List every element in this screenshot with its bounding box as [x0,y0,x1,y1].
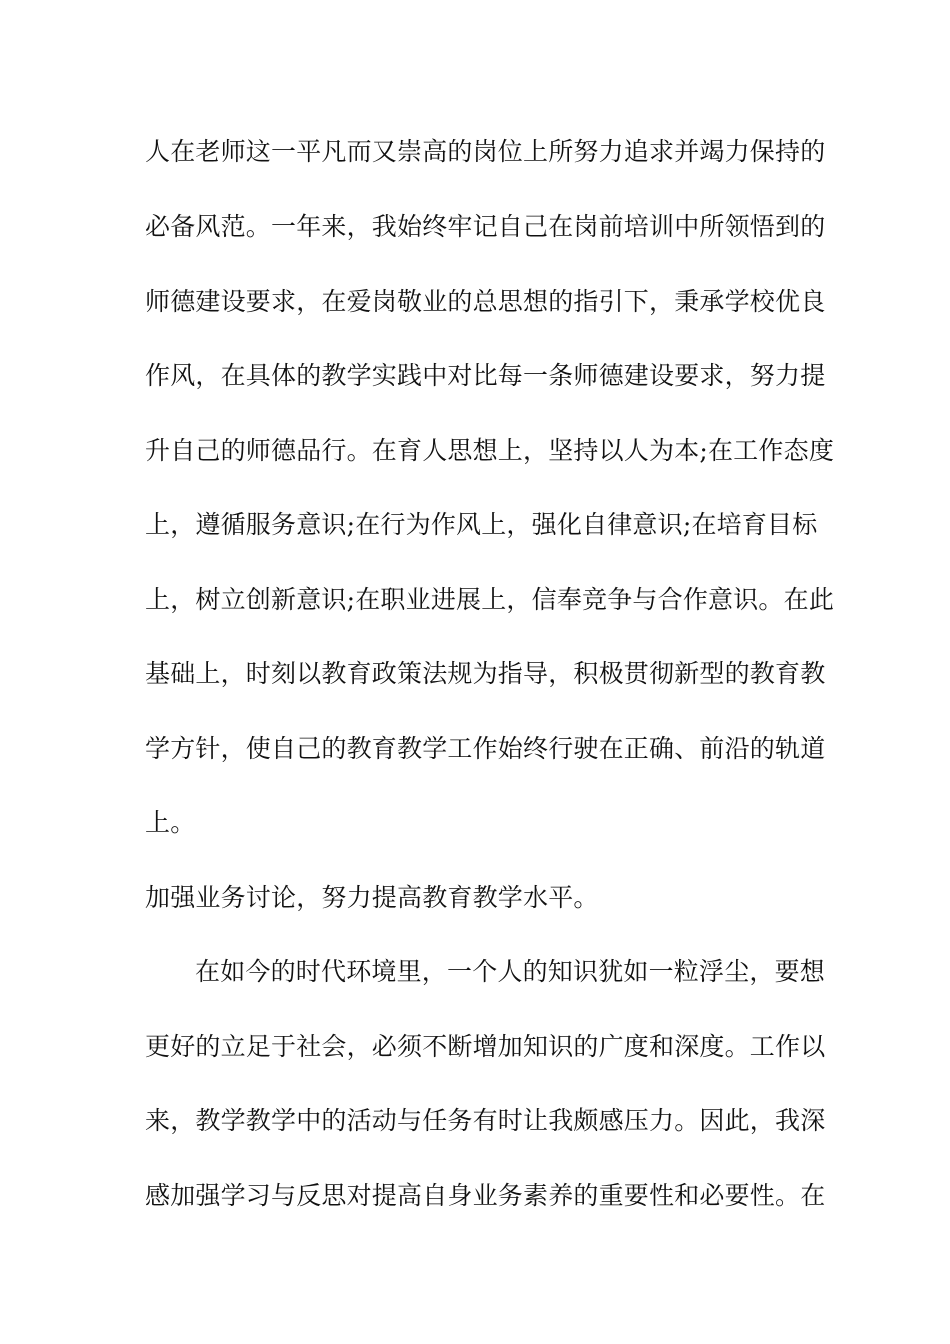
paragraph-1-line-9: 学方针，使自己的教育教学工作始终行驶在正确、前沿的轨道 [145,734,826,763]
paragraph-1-line-6: 上，遵循服务意识;在行为作风上，强化自律意识;在培育目标 [145,510,818,539]
paragraph-2-line-3: 来，教学教学中的活动与任务有时让我颇感压力。因此，我深 [145,1106,826,1135]
paragraph-1-line-8: 基础上，时刻以教育政策法规为指导，积极贯彻新型的教育教 [145,659,826,688]
paragraph-1-line-4: 作风，在具体的教学实践中对比每一条师德建设要求，努力提 [145,361,826,390]
paragraph-2-line-1: 在如今的时代环境里，一个人的知识犹如一粒浮尘，要想 [195,957,826,986]
paragraph-1-line-7: 上，树立创新意识;在职业进展上，信奉竞争与合作意识。在此 [145,585,835,614]
paragraph-1-line-3: 师德建设要求，在爱岗敬业的总思想的指引下，秉承学校优良 [145,287,826,316]
paragraph-1-line-10: 上。 [145,808,196,837]
paragraph-2-line-4: 感加强学习与反思对提高自身业务素养的重要性和必要性。在 [145,1181,826,1210]
section-heading: 加强业务讨论，努力提高教育教学水平。 [145,883,599,912]
paragraph-1-line-2: 必备风范。一年来，我始终牢记自己在岗前培训中所领悟到的 [145,212,826,241]
paragraph-2-line-2: 更好的立足于社会，必须不断增加知识的广度和深度。工作以 [145,1032,826,1061]
paragraph-1-line-5: 升自己的师德品行。在育人思想上，坚持以人为本;在工作态度 [145,436,835,465]
paragraph-1-line-1: 人在老师这一平凡而又崇高的岗位上所努力追求并竭力保持的 [145,137,826,166]
